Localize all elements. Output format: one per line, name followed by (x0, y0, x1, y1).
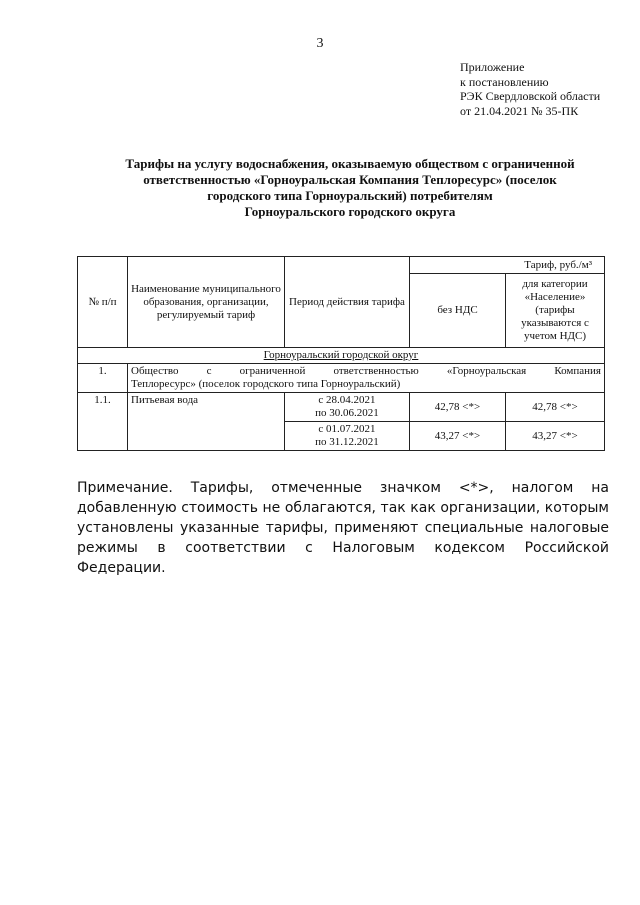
period-from: с 01.07.2021 (318, 423, 376, 435)
service-name: Питьевая вода (128, 393, 285, 451)
title-line: Горноуральского городского округа (244, 204, 456, 219)
header-population: для категории «Население» (тарифы указываются с учетом НДС) (506, 274, 605, 348)
org-num: 1. (78, 364, 128, 393)
period-from: с 28.04.2021 (318, 394, 376, 406)
header-no-vat: без НДС (410, 274, 506, 348)
period-to: по 31.12.2021 (315, 436, 379, 448)
period-cell (285, 422, 410, 451)
period-cell (285, 393, 410, 422)
appendix-block (460, 60, 600, 118)
region-name: Горноуральский городской округ (78, 348, 605, 364)
tariff-population: 42,78 <*> (506, 393, 605, 422)
table-header-row (78, 257, 605, 274)
appendix-line: к постановлению (460, 74, 549, 89)
page-number: 3 (316, 36, 324, 51)
table-row (78, 393, 605, 422)
region-row (78, 348, 605, 364)
title-line: городского типа Горноуральский) потребителям (207, 188, 493, 203)
appendix-line: от 21.04.2021 № 35-ПК (460, 103, 579, 118)
org-name-line: Теплоресурс» (поселок городского типа Горноуральский) (131, 378, 401, 390)
tariff-population: 43,27 <*> (506, 422, 605, 451)
table-row (78, 364, 605, 393)
title-line: Тарифы на услугу водоснабжения, оказываемую обществом с ограниченной (125, 156, 575, 171)
period-to: по 30.06.2021 (315, 407, 379, 419)
header-name: Наименование муниципального образования, организации, регулируемый тариф (128, 257, 285, 348)
org-name (128, 364, 605, 393)
org-name-line: Общество с ограниченной ответственностью «Горноуральская Компания (131, 365, 601, 377)
header-num: № п/п (78, 257, 128, 348)
title-line: ответственностью «Горноуральская Компания Теплоресурс» (поселок (143, 172, 557, 187)
note-paragraph: Примечание. Тарифы, отмеченные значком <*>, налогом на добавленную стоимость не облагаются, так как организации, которым установлены указанные тарифы, применяют специальные налоговые режимы в соответствии с Налоговым кодексом Российской Федерации. (77, 480, 609, 576)
header-tariff-group: Тариф, руб./м³ (410, 257, 605, 274)
document-title (70, 156, 630, 220)
tariff-table (77, 256, 605, 451)
tariff-no-vat: 42,78 <*> (410, 393, 506, 422)
service-num: 1.1. (78, 393, 128, 451)
appendix-line: Приложение (460, 60, 525, 74)
appendix-line: РЭК Свердловской области (460, 89, 601, 103)
tariff-no-vat: 43,27 <*> (410, 422, 506, 451)
header-period: Период действия тарифа (285, 257, 410, 348)
